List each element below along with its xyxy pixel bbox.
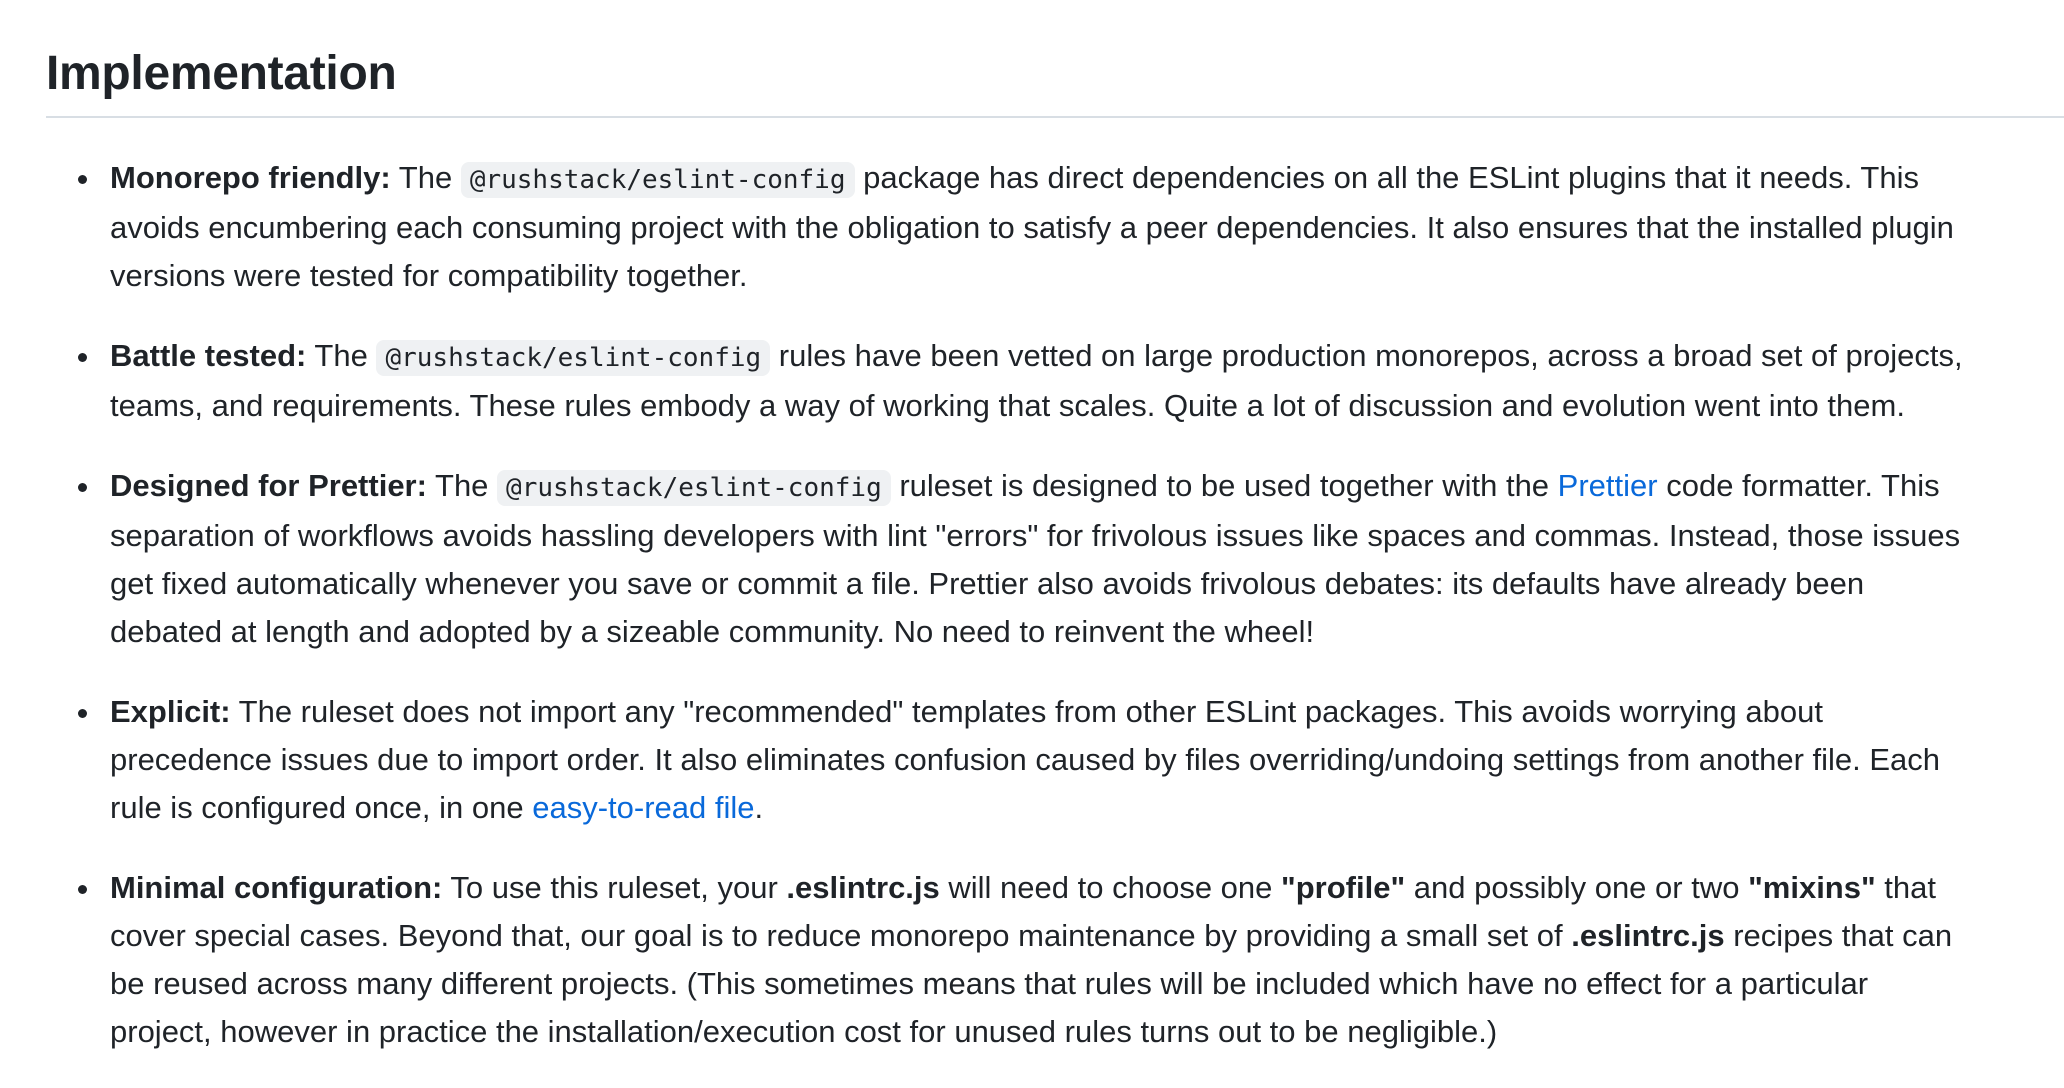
item-line: debated at length and adopted by a sizeable community. No need to reinvent the wheel! [110,614,1315,649]
item-line [110,332,2064,382]
list-item-battle-tested [46,332,2064,430]
item-term: Minimal configuration: [110,870,443,905]
item-line: get fixed automatically whenever you save or commit a file. Prettier also avoids frivolous debates: its defaults have already been [110,566,1865,601]
item-line: project, however in practice the installation/execution cost for unused rules turns out to be negligible.) [110,1014,1498,1049]
item-line [110,912,2064,960]
item-text: and possibly one or two [1405,870,1749,905]
bullet-icon [78,885,87,894]
item-line: avoids encumbering each consuming project with the obligation to satisfy a peer dependencies. It also ensures that the installed plugin [110,210,1954,245]
bullet-icon [78,175,87,184]
item-line [110,462,2064,512]
bullet-icon [78,483,87,492]
inline-code: @rushstack/eslint-config [376,340,770,376]
profile-keyword: "profile" [1281,870,1406,905]
item-text: The [390,160,461,195]
item-text: rules have been vetted on large production monorepos, across a broad set of projects, [770,338,1963,373]
item-line: teams, and requirements. These rules embody a way of working that scales. Quite a lot of discussion and evolution went into them. [110,388,1905,423]
inline-code: @rushstack/eslint-config [461,162,855,198]
item-line: be reused across many different projects. (This sometimes means that rules will be included which have no effect for a particular [110,966,1869,1001]
easy-to-read-file-link[interactable]: easy-to-read file [532,790,755,825]
inline-code: @rushstack/eslint-config [497,470,891,506]
list-item-explicit [46,688,2064,832]
bullet-icon [78,709,87,718]
item-line [110,864,2064,912]
item-text: To use this ruleset, your [442,870,787,905]
item-term: Battle tested: [110,338,307,373]
item-text: will need to choose one [939,870,1282,905]
item-text: ruleset is designed to be used together with the [890,468,1558,503]
mixins-keyword: "mixins" [1748,870,1876,905]
item-text: The [426,468,498,503]
feature-list [46,154,2064,1088]
item-text: The ruleset does not import any "recommended" templates from other ESLint packages. This avoids worrying about [230,694,1823,729]
list-item-minimal-configuration [46,864,2064,1056]
item-line [110,688,2064,736]
item-text: code formatter. This [1657,468,1940,503]
item-line [110,154,2064,204]
item-line: versions were tested for compatibility together. [110,258,748,293]
heading-divider [46,116,2064,118]
eslintrc-filename: .eslintrc.js [1571,918,1725,953]
bullet-icon [78,353,87,362]
item-text: package has direct dependencies on all the ESLint plugins that it needs. This [854,160,1919,195]
item-term: Designed for Prettier: [110,468,427,503]
list-item-monorepo-friendly [46,154,2064,300]
item-term: Explicit: [110,694,231,729]
item-text: cover special cases. Beyond that, our goal is to reduce monorepo maintenance by providing a small set of [110,918,1572,953]
item-text: that [1875,870,1937,905]
item-text: . [754,790,764,825]
section-heading: Implementation [46,47,397,100]
item-line: precedence issues due to import order. It also eliminates confusion caused by files overriding/undoing settings from another file. Each [110,742,1941,777]
item-text: rule is configured once, in one [110,790,533,825]
item-text: recipes that can [1724,918,1953,953]
prettier-link[interactable]: Prettier [1557,468,1658,503]
item-line: separation of workflows avoids hassling developers with lint "errors" for frivolous issues like spaces and commas. Instead, those issues [110,518,1961,553]
markdown-body [46,0,2064,116]
item-term: Monorepo friendly: [110,160,391,195]
list-item-designed-for-prettier [46,462,2064,656]
eslintrc-filename: .eslintrc.js [786,870,940,905]
item-text: The [306,338,377,373]
item-line [110,784,2064,832]
